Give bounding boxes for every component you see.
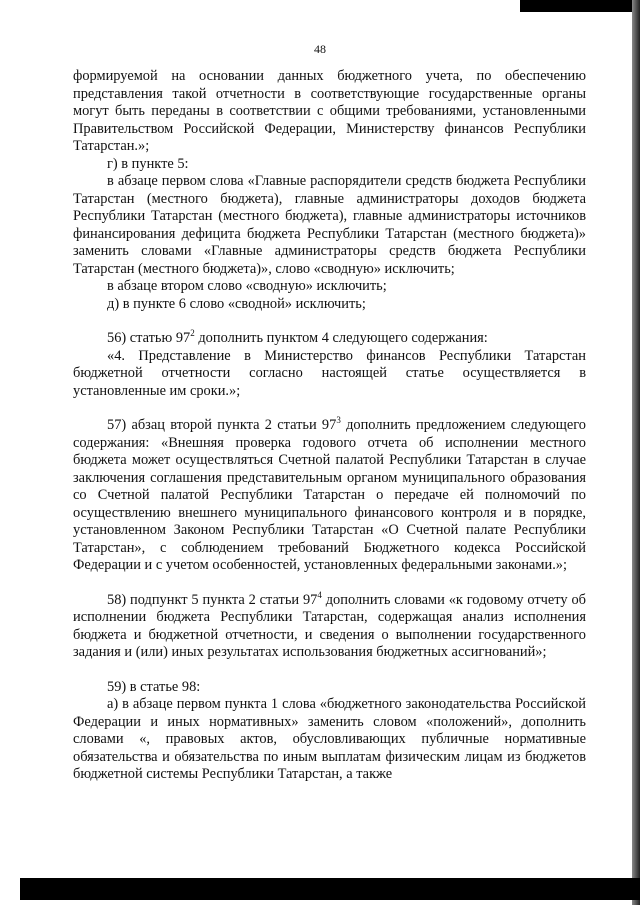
- paragraph-item-58: 58) подпункт 5 пункта 2 статьи $97^4$ дополнить словами «к годовому отчету об исполнении бюджета Республики Татарстан, содержащая анализ исполнения бюджета и бюджетной отчетности, и сведения о выполнении государственного задания и (или) иных результатах использования бюджетных ассигнований»;: [73, 589, 586, 660]
- page-number: 48: [314, 42, 326, 56]
- scan-top-right-shadow: [520, 0, 640, 12]
- paragraph-continuation: формируемой на основании данных бюджетного учета, по обеспечению представления такой отчетности в соответствующие государственные органы могут быть переданы в соответствии с общими требованиями, установленными Правительством Российской Федерации, Министерству финансов Республики Татарстан.»;: [73, 68, 586, 154]
- paragraph-item-56-quote: «4. Представление в Министерство финансов Республики Татарстан бюджетной отчетности согласно настоящей статье осуществляется в установленные им сроки.»;: [73, 347, 586, 399]
- document-body: [73, 68, 586, 784]
- paragraph-second-abzac: в абзаце втором слово «сводную» исключить;: [107, 278, 387, 294]
- scan-right-shadow: [632, 0, 640, 905]
- paragraph-item-57: 57) абзац второй пункта 2 статьи $97^3$ дополнить предложением следующего содержания: «Внешняя проверка годового отчета об исполнении местного бюджета может осуществляться Счетной палатой Республики Татарстан в случае заключения соглашения представительным органом муниципального образования со Счетной палатой Республики Татарстан о передаче ей полномочий по осуществлению внешнего муниципального финансового контроля и в порядке, установленном Законом Республики Татарстан «О Счетной палате Республики Татарстан», с соблюдением требований Бюджетного кодекса Российской Федерации и с учетом особенностей, установленных федеральными законами.»;: [73, 415, 586, 573]
- paragraph-subitem-g: г) в пункте 5:: [107, 155, 189, 172]
- paragraph-item-56: 56) статью $97^2$ дополнить пунктом 4 следующего содержания:: [107, 328, 488, 346]
- paragraph-subitem-d: д) в пункте 6 слово «сводной» исключить;: [107, 295, 366, 312]
- scan-bottom-shadow: [20, 878, 640, 900]
- paragraph-item-59-a: а) в абзаце первом пункта 1 слова «бюджетного законодательства Российской Федерации и иных нормативных» заменить словом «положений», дополнить словами «, правовых актов, обусловливающих публичные нормативные обязательства и обязательства по иным выплатам физическим лицам из бюджетов бюджетной системы Республики Татарстан, а также: [73, 696, 586, 782]
- spacer: [73, 575, 586, 592]
- paragraph-first-abzac: в абзаце первом слова «Главные распорядители средств бюджета Республики Татарстан (местного бюджета), главные администраторы доходов бюджета Республики Татарстан (местного бюджета), главные администраторы источников финансирования дефицита бюджета Республики Татарстан (местного бюджета)» заменить словами «Главные администраторы средств бюджета Республики Татарстан (местного бюджета)», слово «сводную» исключить;: [73, 173, 586, 277]
- spacer: [73, 313, 586, 330]
- paragraph-item-59: 59) в статье 98:: [107, 678, 201, 695]
- spacer: [73, 400, 586, 417]
- spacer: [73, 662, 586, 679]
